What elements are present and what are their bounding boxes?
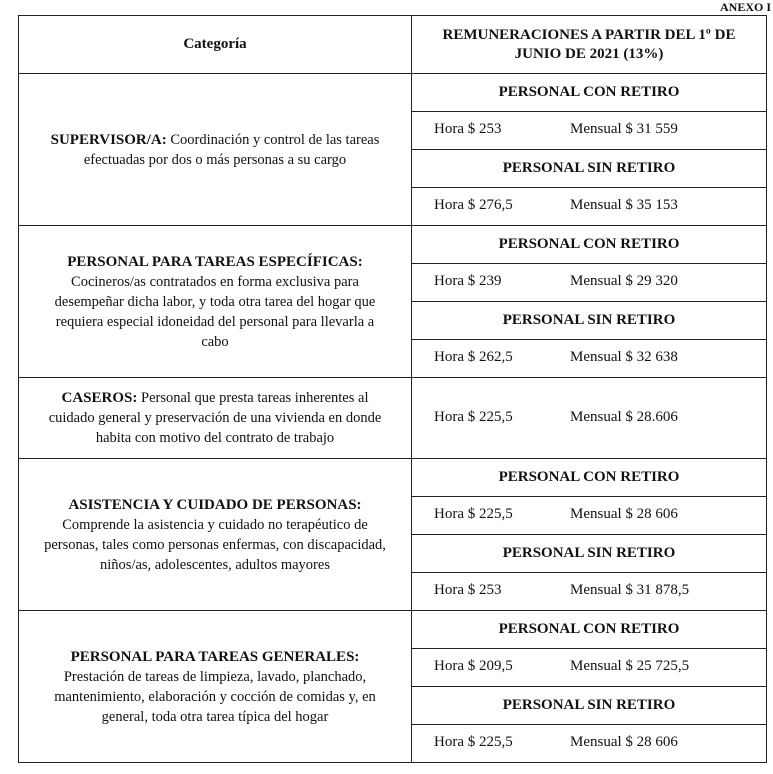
anexo-label: ANEXO I (719, 0, 771, 14)
subheader-con-retiro: PERSONAL CON RETIRO (412, 226, 767, 264)
value-cell (412, 725, 767, 763)
mensual-value: Mensual $ 31 559 (570, 121, 678, 137)
category-title: SUPERVISOR/A: (50, 131, 167, 148)
hora-value: Hora $ 276,5 (434, 197, 513, 213)
category-cell (19, 611, 412, 763)
value-cell (412, 378, 767, 459)
hora-value: Hora $ 239 (434, 273, 502, 289)
mensual-value: Mensual $ 28.606 (570, 409, 678, 425)
table-row (19, 611, 767, 649)
header-remuneraciones: REMUNERACIONES A PARTIR DEL 1º DE JUNIO DE 2021 (13%) (412, 16, 767, 74)
value-cell (412, 264, 767, 302)
value-cell (412, 340, 767, 378)
mensual-value: Mensual $ 32 638 (570, 349, 678, 365)
subheader-con-retiro: PERSONAL CON RETIRO (412, 74, 767, 112)
hora-value: Hora $ 225,5 (434, 734, 513, 750)
hora-value: Hora $ 225,5 (434, 506, 513, 522)
category-cell (19, 459, 412, 611)
subheader-con-retiro: PERSONAL CON RETIRO (412, 459, 767, 497)
mensual-value: Mensual $ 29 320 (570, 273, 678, 289)
mensual-value: Mensual $ 31 878,5 (570, 582, 690, 598)
hora-value: Hora $ 253 (434, 121, 502, 137)
table-row (19, 378, 767, 459)
hora-value: Hora $ 209,5 (434, 658, 513, 674)
category-cell (19, 378, 412, 459)
subheader-sin-retiro: PERSONAL SIN RETIRO (412, 150, 767, 188)
category-cell (19, 74, 412, 226)
subheader-sin-retiro: PERSONAL SIN RETIRO (412, 535, 767, 573)
mensual-value: Mensual $ 35 153 (570, 197, 678, 213)
hora-value: Hora $ 225,5 (434, 409, 513, 425)
table-row (19, 459, 767, 497)
category-title: PERSONAL PARA TAREAS GENERALES: (70, 648, 360, 665)
mensual-value: Mensual $ 28 606 (570, 506, 678, 522)
mensual-value: Mensual $ 28 606 (570, 734, 678, 750)
value-cell (412, 497, 767, 535)
subheader-con-retiro: PERSONAL CON RETIRO (412, 611, 767, 649)
subheader-sin-retiro: PERSONAL SIN RETIRO (412, 687, 767, 725)
category-desc: Comprende la asistencia y cuidado no terapéutico de personas, tales como personas enfermas, con discapacidad, niños/as, adolescentes, adultos mayores (44, 516, 386, 573)
mensual-value: Mensual $ 25 725,5 (570, 658, 690, 674)
category-title: PERSONAL PARA TAREAS ESPECÍFICAS: (67, 253, 363, 270)
category-desc: Coordinación y control de las tareas efectuadas por dos o más personas a su cargo (83, 131, 380, 168)
value-cell (412, 573, 767, 611)
hora-value: Hora $ 262,5 (434, 349, 513, 365)
hora-value: Hora $ 253 (434, 582, 502, 598)
header-categoria: Categoría (19, 16, 412, 74)
value-cell (412, 649, 767, 687)
category-desc: Cocineros/as contratados en forma exclusiva para desempeñar dicha labor, y toda otra tarea del hogar que requiera especial idoneidad del personal para llevarla a cabo (54, 273, 376, 350)
table-row (19, 74, 767, 112)
category-title: ASISTENCIA Y CUIDADO DE PERSONAS: (68, 496, 362, 513)
subheader-sin-retiro: PERSONAL SIN RETIRO (412, 302, 767, 340)
value-cell (412, 188, 767, 226)
category-desc: Prestación de tareas de limpieza, lavado, planchado, mantenimiento, elaboración y cocción de comidas y, en general, toda otra tarea típica del hogar (54, 668, 376, 725)
value-cell (412, 112, 767, 150)
table-row (19, 226, 767, 264)
category-cell (19, 226, 412, 378)
category-title: CASEROS: (61, 390, 138, 406)
category-desc: Personal que presta tareas inherentes al cuidado general y preservación de una vivienda en donde habita con motivo del contrato de trabajo (48, 390, 382, 446)
remuneraciones-table (18, 15, 767, 763)
table-header-row (19, 16, 767, 74)
